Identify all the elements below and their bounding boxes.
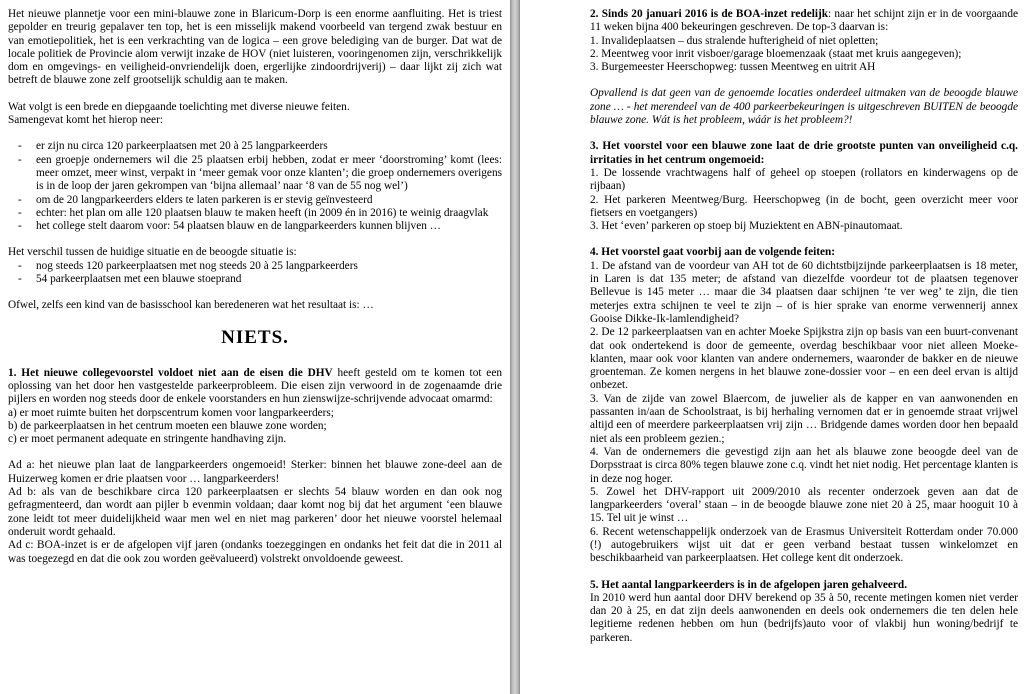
section-4-item: 5. Zowel het DHV-rapport uit 2009/2010 als recenter onderzoek geven aan dat de langparkeerders ‘overal’ staan – in de beoogde blauwe zone niet 20 à 25, maar hooguit 10 à 15. Tel uit je winst … xyxy=(590,485,1018,525)
child-line: Ofwel, zelfs een kind van de basisschool kan beredeneren wat het resultaat is: … xyxy=(8,299,374,312)
list-item: - om de 20 langparkeerders elders te laten parkeren is er stevig geïnvesteerd xyxy=(8,194,502,207)
section-2-paragraph xyxy=(590,8,1018,35)
summary-bullet-list xyxy=(8,140,502,233)
section-4-heading-text: 4. Het voorstel gaat voorbij aan de volgende feiten: xyxy=(590,246,836,259)
section-2-text: : naar het schijnt zijn er in de voorgaande 11 weken bijna 400 bekeuringen geschreven. De top-3 daarvan is: xyxy=(590,8,1018,34)
section-3-item: 2. Het parkeren Meentweg/Burg. Heerschopweg (in de bocht, geen overzicht meer voor fietsers en voetgangers) xyxy=(590,193,1018,219)
summary-line-1: Wat volgt is een brede en diepgaande toelichting met diverse nieuwe feiten. xyxy=(8,100,350,113)
section-1-item: a) er moet ruimte buiten het dorpscentrum komen voor langparkeerders; xyxy=(8,406,334,419)
list-item: - 54 parkeerplaatsen met een blauwe stoeprand xyxy=(8,273,502,286)
list-item: - echter: het plan om alle 120 plaatsen blauw te maken heeft (in 2009 én in 2016) te weinig draagvlak xyxy=(8,207,502,220)
right-page xyxy=(520,0,1024,694)
section-4-item: 4. Van de ondernemers die gevestigd zijn aan het als blauwe zone beoogde deel van de Dorpsstraat is circa 80% tegen blauwe zone c.q. vindt het niet nodig. Het percentage klanten is in deze nog hoger. xyxy=(590,445,1018,485)
section-5-heading xyxy=(590,579,1018,592)
ad-a-paragraph: Ad a: het nieuwe plan laat de langparkeerders ongemoeid! Sterker: binnen het blauwe zone-deel aan de Huizerweg komen er drie plaatsen voor … langparkeerders! xyxy=(8,459,502,485)
difference-intro: Het verschil tussen de huidige situatie en de beoogde situatie is: xyxy=(8,246,297,259)
section-2-heading: 2. Sinds 20 januari 2016 is de BOA-inzet redelijk xyxy=(590,8,829,20)
section-3-heading xyxy=(590,140,1018,167)
left-page xyxy=(0,0,510,694)
section-2-item: 2. Meentweg voor inrit visboer/garage bloemenzaak (staat met kruis aangegeven); xyxy=(590,47,962,60)
list-item: - nog steeds 120 parkeerplaatsen met nog steeds 20 à 25 langparkeerders xyxy=(8,260,502,273)
section-5-text: In 2010 werd hun aantal door DHV berekend op 35 à 50, recente metingen komen niet verder dan 20 à 25, en dat zijn deels aanwonenden en deels ook ondernemers die ten delen hele legitieme redenen hebben om hun (bedrijfs)auto voor of vlakbij hun woning/bedrijf te parkeren. xyxy=(590,591,1018,644)
section-2-item: 3. Burgemeester Heerschopweg: tussen Meentweg en uitrit AH xyxy=(590,61,876,74)
remark-text-a: Opvallend is dat geen van de genoemde locaties onderdeel uitmaken van de beoogde blauwe zone … - het merendeel van de 400 parkeerbekeuringen is uitgeschreven xyxy=(590,87,1018,113)
section-4-item: 3. Van de zijde van zowel Blaercom, de juwelier als de kapper en van aanwonenden en passanten in/aan de Schoolstraat, is bij herhaling vernomen dat er in genoemde straat vrijwel altijd een of meerdere parkeerplaatsen vrij zijn … Bridgende dames worden door hen bepaald niet als een probleem gezien.; xyxy=(590,392,1018,445)
list-item: - het college stelt daarom voor: 54 plaatsen blauw en de langparkeerders kunnen blijven … xyxy=(8,220,502,233)
section-4-item: 6. Recent wetenschappelijk onderzoek van de Erasmus Universiteit Rotterdam onder 70.000 (!) autogebruikers wijst uit dat er geen verband bestaat tussen winkelomzet en beschikbaarheid van parkeerplaatsen. Het college kent dit onderzoek. xyxy=(590,525,1018,565)
remark-text-c: de beoogde blauwe zone. Wát is het probleem, wáár is het probleem?! xyxy=(590,100,1018,127)
section-4-heading xyxy=(590,246,1018,259)
section-1-paragraph xyxy=(8,367,502,407)
section-3-heading-text: 3. Het voorstel voor een blauwe zone laat de drie grootste punten van onveiligheid c.q. irritaties in het centrum ongemoeid: xyxy=(590,140,1018,166)
list-item: - een groepje ondernemers wil die 25 plaatsen erbij hebben, zodat er meer ‘doorstroming’ komt (lees: meer omzet, meer winst, verpakt in ‘meer gemak voor onze klanten’; die groep ondernemers overigens is in de loop der jaren gekrompen van ‘bijna allemaal’ naar ‘8 van de 55 nog wel’) xyxy=(8,154,502,194)
section-5-heading-text: 5. Het aantal langparkeerders is in de afgelopen jaren gehalveerd. xyxy=(590,578,908,591)
page-divider xyxy=(510,0,520,694)
section-4-item: 2. De 12 parkeerplaatsen van en achter Moeke Spijkstra zijn op basis van een buurt-convenant dat ook ondertekend is door de gemeente, overdag beschikbaar voor niet alleen Moeke-klanten, maar ook voor klanten van andere ondernemers, waaronder de bakker en de nieuwe groenteman. Ze komen nergens in het blauwe zone-dossier voor – en een deel ervan is altijd onbezet. xyxy=(590,326,1018,392)
ad-b-paragraph: Ad b: als van de beschikbare circa 120 parkeerplaatsen er slechts 54 blauw worden en dan ook nog gefragmenteerd, dan wordt aan pijler b evenmin voldaan; daar komt nog bij dat het argument ‘een blauwe zone leidt tot meer duidelijkheid waar men wel en niet mag parkeren’ door het nieuwe voorstel helemaal onderuit wordt gehaald. xyxy=(8,486,502,538)
section-1-item: c) er moet permanent adequate en stringente handhaving zijn. xyxy=(8,433,287,446)
section-2-item: 1. Invalideplaatsen – dus stralende hufterigheid of niet opletten; xyxy=(590,34,879,47)
ad-c-paragraph: Ad c: BOA-inzet is er de afgelopen vijf jaren (ondanks toezeggingen en ondanks het feit dat die in 2011 al was toegezegd en dat die ook zou worden geëvalueerd) volstrekt onvoldoende geweest. xyxy=(8,539,502,565)
niets-heading: NIETS. xyxy=(221,326,289,348)
section-1-item: b) de parkeerplaatsen in het centrum moeten een blauwe zone worden; xyxy=(8,419,327,432)
section-1-heading: 1. Het nieuwe collegevoorstel voldoet niet aan de eisen die DHV xyxy=(8,366,333,379)
section-4-item: 1. De afstand van de voordeur van AH tot de 60 dichtstbijzijnde parkeerplaatsen is 18 meter, in Laren is dat 135 meter; de afstand van diezelfde voordeur tot de plaatsen tegenover Bellevue is 145 meter … maar die 34 plaatsen daar schijnen ‘te ver weg’ te zijn, die tien meterjes extra schijnen te veel te zijn – of is hier sprake van enorme verwennerij annex Gooise Dikke-Ik-lamlendigheid? xyxy=(590,259,1018,325)
summary-line-2: Samengevat komt het hierop neer: xyxy=(8,114,163,127)
list-item: - er zijn nu circa 120 parkeerplaatsen met 20 à 25 langparkeerders xyxy=(8,140,502,153)
difference-bullet-list xyxy=(8,260,502,287)
section-1-text: heeft gesteld om te komen tot een oplossing van het door hen vastgestelde parkeerprobleem. Die eisen zijn verwoord in de zogenaamde drie pijlers en worden nog steeds door de enkele voorstanders en hun zienswijze-schrijvende advocaat omarmd: xyxy=(8,366,502,406)
section-3-item: 3. Het ‘even’ parkeren op stoep bij Muziektent en ABN-pinautomaat. xyxy=(590,220,903,233)
remark-text-b: BUITEN xyxy=(923,100,963,113)
section-3-item: 1. De lossende vrachtwagens half of geheel op stoepen (rollators en kinderwagens op de rijbaan) xyxy=(590,166,1018,193)
intro-paragraph: Het nieuwe plannetje voor een mini-blauwe zone in Blaricum-Dorp is een enorme aanfluiting. Het is triest gepolder en treurig gepalaver ten top, het is een misselijk makend voorbeeld van tergend zwak bestuur en van emotiepolitiek, het is een verkrachting van de logica – een grove belediging van de burger. Dat wat de locale politiek de Provincie alom verwijt inzake de HOV (niet luisteren, vooringenomen zijn, verschrikkelijk dom en omgevings- en veiligheid-onvriendelijk doen, ergerlijke zindoordrijverij) – daar lijkt zij zich wat betreft de blauwe zone zelf grootselijk schuldig aan te maken. xyxy=(8,8,502,87)
section-2-remark xyxy=(590,87,1018,127)
